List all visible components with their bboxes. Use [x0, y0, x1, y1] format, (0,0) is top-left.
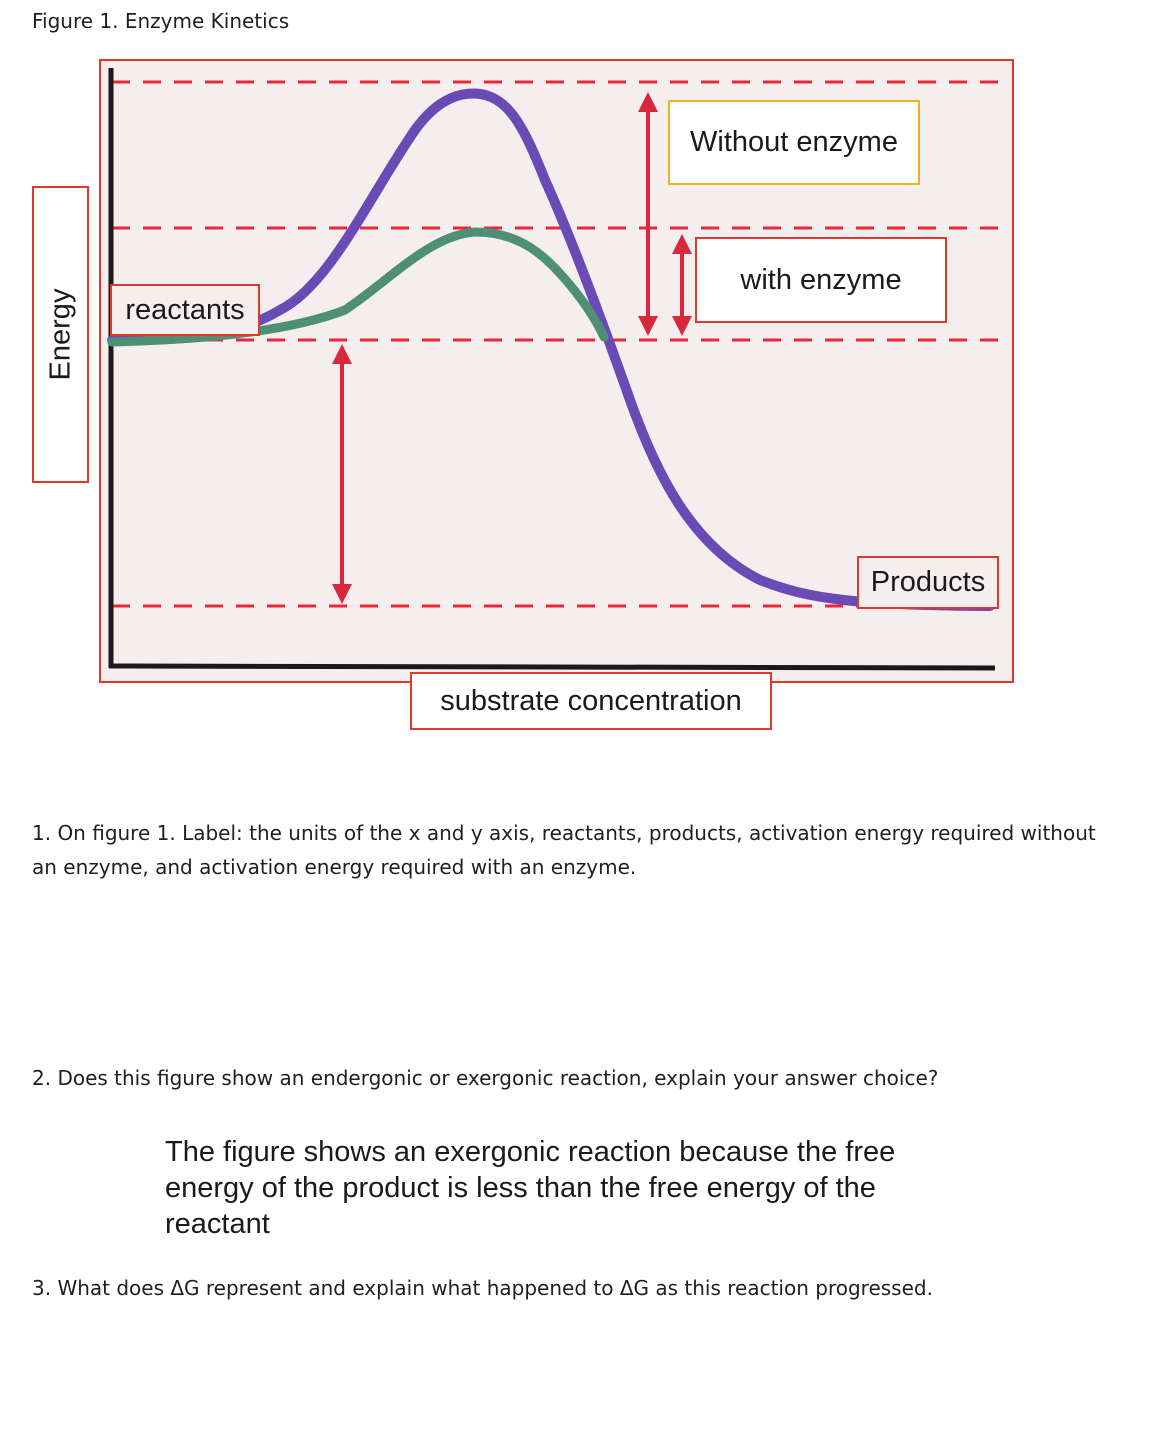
without-enzyme-label: Without enzyme [668, 100, 920, 185]
y-axis-label-box [32, 186, 89, 483]
products-label: Products [857, 556, 999, 609]
y-axis-label: Energy [44, 288, 77, 381]
question-1: 1. On figure 1. Label: the units of the x and y axis, reactants, products, activation energy required without an enzyme, and activation energy required with an enzyme. [32, 821, 1096, 879]
with-enzyme-label: with enzyme [695, 237, 947, 323]
x-axis-line [109, 666, 995, 668]
question-2-answer[interactable]: The figure shows an exergonic reaction because the free energy of the product is less than the free energy of the reactant [165, 1136, 896, 1240]
question-3: 3. What does ΔG represent and explain what happened to ΔG as this reaction progressed. [32, 1276, 933, 1300]
reactants-label: reactants [110, 284, 260, 336]
x-axis-label: substrate concentration [410, 672, 772, 730]
figure-title: Figure 1. Enzyme Kinetics [32, 9, 290, 33]
question-2: 2. Does this figure show an endergonic or exergonic reaction, explain your answer choice? [32, 1066, 939, 1090]
